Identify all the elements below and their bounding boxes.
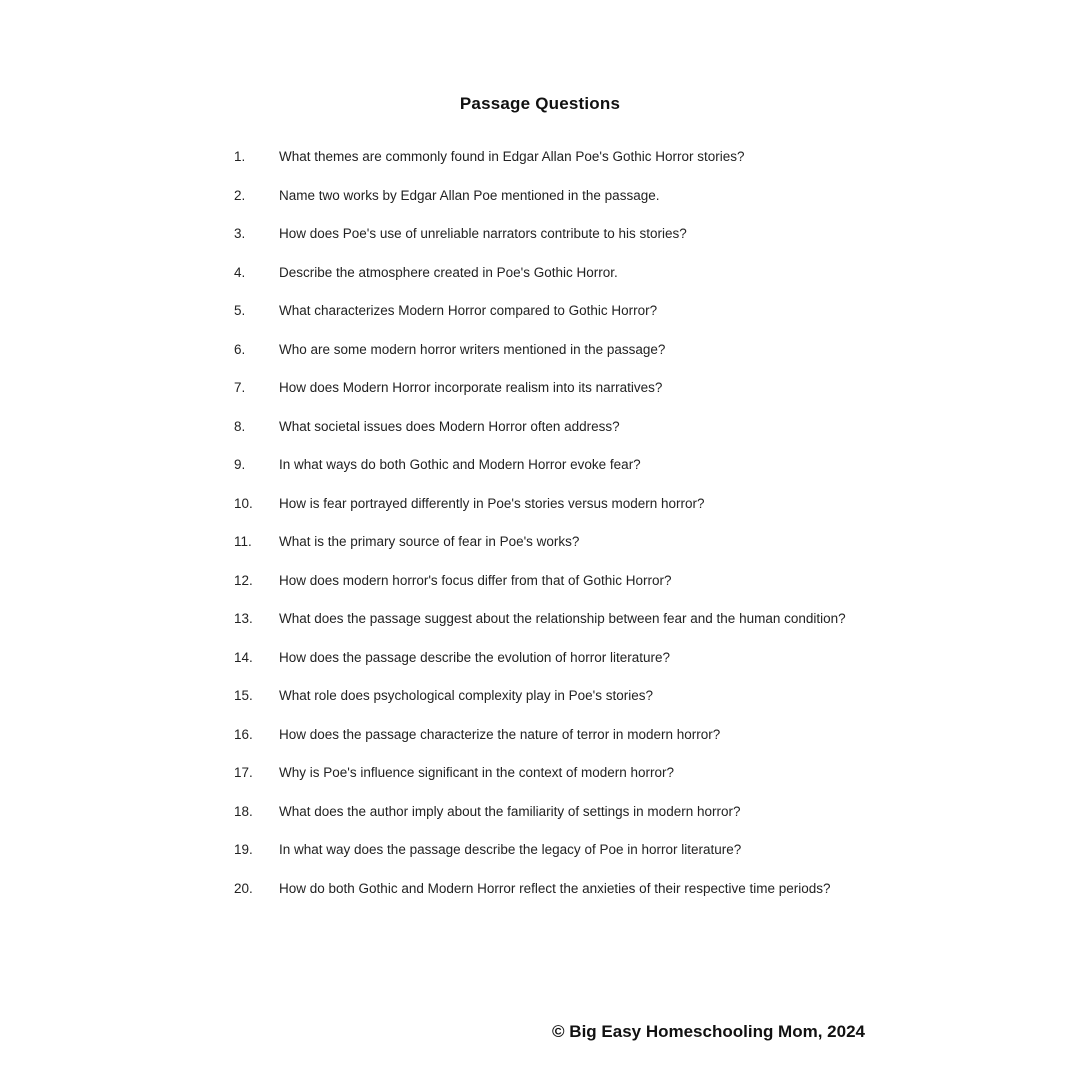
question-item xyxy=(234,716,874,755)
question-item xyxy=(234,523,874,562)
question-text: Describe the atmosphere created in Poe's Gothic Horror. xyxy=(279,264,618,280)
question-number: 7. xyxy=(234,380,246,395)
question-text: How do both Gothic and Modern Horror reflect the anxieties of their respective time periods? xyxy=(279,880,831,896)
question-number: 16. xyxy=(234,726,253,742)
question-item xyxy=(234,754,874,793)
question-item xyxy=(234,138,874,177)
question-number: 10. xyxy=(234,495,253,511)
question-list xyxy=(234,138,874,908)
question-number: 15. xyxy=(234,688,253,703)
question-number: 2. xyxy=(234,187,246,203)
question-item xyxy=(234,177,874,216)
copyright-notice: © Big Easy Homeschooling Mom, 2024 xyxy=(552,1022,865,1041)
question-text: Who are some modern horror writers mentioned in the passage? xyxy=(279,341,666,357)
question-item xyxy=(234,793,874,832)
question-number: 20. xyxy=(234,880,253,896)
question-number: 12. xyxy=(234,572,253,588)
question-item xyxy=(234,331,874,370)
question-item xyxy=(234,677,874,716)
question-item xyxy=(234,600,874,639)
page-title: Passage Questions xyxy=(459,94,621,113)
question-item xyxy=(234,639,874,678)
question-text: What is the primary source of fear in Poe's works? xyxy=(279,534,580,549)
question-text: What societal issues does Modern Horror often address? xyxy=(279,418,620,434)
question-item xyxy=(234,408,874,447)
question-number: 3. xyxy=(234,226,246,241)
question-number: 5. xyxy=(234,303,246,318)
question-text: What does the passage suggest about the relationship between fear and the human condition? xyxy=(279,611,846,626)
question-item xyxy=(234,254,874,293)
question-text: What characterizes Modern Horror compared to Gothic Horror? xyxy=(279,303,658,318)
question-item xyxy=(234,485,874,524)
question-text: What role does psychological complexity play in Poe's stories? xyxy=(279,688,654,703)
question-item xyxy=(234,215,874,254)
question-text: Name two works by Edgar Allan Poe mentioned in the passage. xyxy=(279,187,660,203)
question-text: How does the passage characterize the nature of terror in modern horror? xyxy=(279,726,721,742)
question-text: What themes are commonly found in Edgar Allan Poe's Gothic Horror stories? xyxy=(279,149,745,164)
question-text: How does the passage describe the evolution of horror literature? xyxy=(279,649,670,665)
question-number: 8. xyxy=(234,418,246,434)
question-number: 19. xyxy=(234,842,253,857)
question-item xyxy=(234,369,874,408)
question-text: In what way does the passage describe the legacy of Poe in horror literature? xyxy=(279,842,742,857)
question-item xyxy=(234,831,874,870)
question-number: 17. xyxy=(234,765,253,780)
question-number: 18. xyxy=(234,803,253,819)
question-text: What does the author imply about the familiarity of settings in modern horror? xyxy=(279,803,741,819)
question-number: 11. xyxy=(234,534,252,549)
question-item xyxy=(234,562,874,601)
question-text: How does modern horror's focus differ from that of Gothic Horror? xyxy=(279,572,672,588)
question-item xyxy=(234,446,874,485)
question-number: 6. xyxy=(234,341,246,357)
question-text: In what ways do both Gothic and Modern Horror evoke fear? xyxy=(279,457,641,472)
question-number: 9. xyxy=(234,457,246,472)
question-number: 14. xyxy=(234,649,253,665)
question-number: 13. xyxy=(234,611,253,626)
question-item xyxy=(234,292,874,331)
question-item xyxy=(234,870,874,909)
question-number: 4. xyxy=(234,264,246,280)
question-number: 1. xyxy=(234,149,246,164)
question-text: How does Modern Horror incorporate realism into its narratives? xyxy=(279,380,663,395)
question-text: How is fear portrayed differently in Poe's stories versus modern horror? xyxy=(279,495,705,511)
question-text: Why is Poe's influence significant in the context of modern horror? xyxy=(279,765,675,780)
question-text: How does Poe's use of unreliable narrators contribute to his stories? xyxy=(279,226,687,241)
